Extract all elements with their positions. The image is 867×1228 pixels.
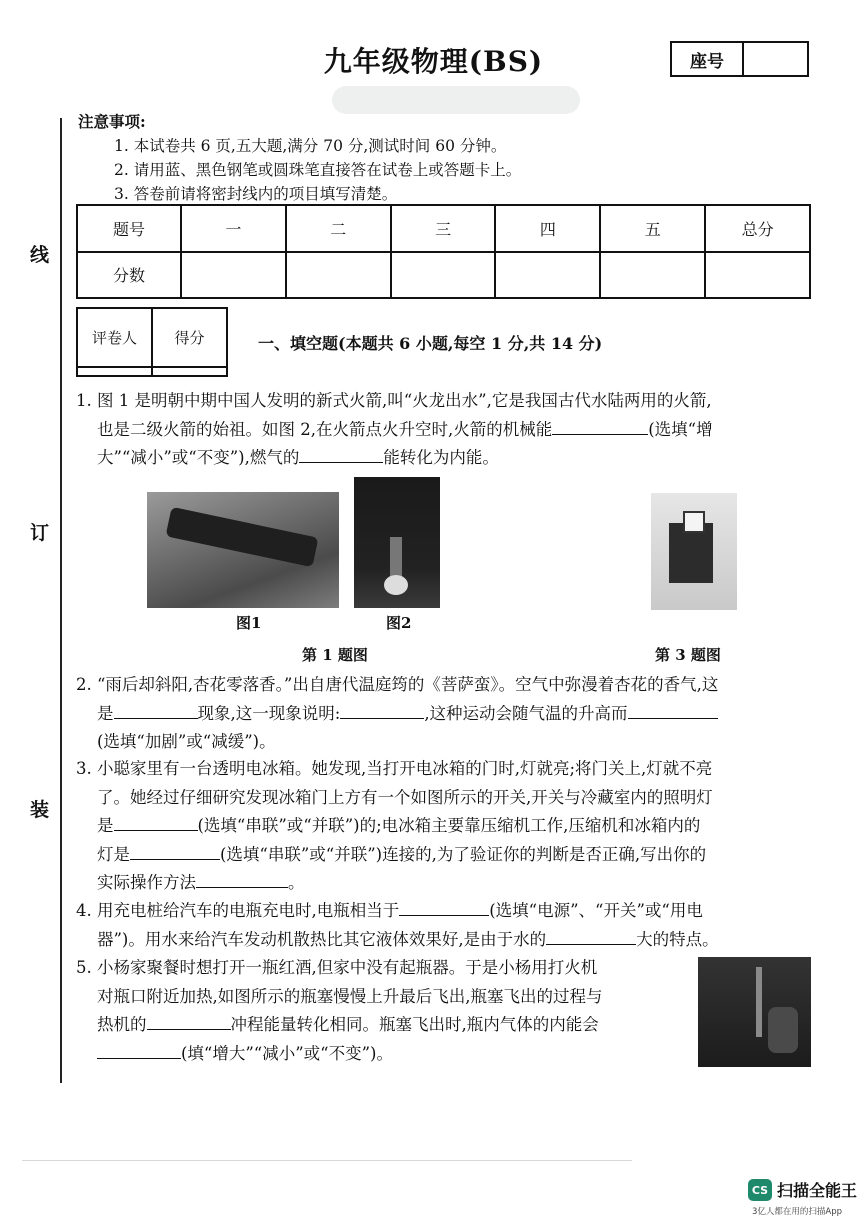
score-table-cell: 题号 — [77, 205, 181, 252]
score-table-cell: 一 — [181, 205, 286, 252]
notes-item: 2. 请用蓝、黑色钢笔或圆珠笔直接答在试卷上或答题卡上。 — [114, 161, 522, 179]
question-3-figure-caption: 第 3 题图 — [655, 646, 721, 664]
binding-line — [60, 118, 62, 1083]
score-input-cell[interactable] — [705, 252, 810, 299]
question-text: 。 — [288, 873, 305, 892]
points-input-cell[interactable] — [152, 367, 227, 376]
question-text: 实际操作方法 — [97, 873, 196, 892]
question-text: 4. 用充电桩给汽车的电瓶充电时,电瓶相当于 — [76, 901, 400, 920]
question-text: 现象,这一现象说明: — [197, 703, 341, 723]
question-text: 冲程能量转化相同。瓶塞飞出时,瓶内气体的内能会 — [230, 1015, 599, 1034]
question-text: 大的特点。 — [636, 929, 719, 949]
notes-item: 3. 答卷前请将密封线内的项目填写清楚。 — [114, 185, 398, 203]
question-text: 器”)。用水来给汽车发动机散热比其它液体效果好,是由于水的 — [97, 929, 547, 949]
notes — [78, 110, 521, 206]
question-1-figure-caption: 第 1 题图 — [302, 646, 368, 664]
figure-1-caption: 图1 — [236, 614, 262, 632]
question-text: 能转化为内能。 — [383, 448, 499, 467]
notes-heading: 注意事项: — [78, 112, 146, 131]
score-table-cell: 三 — [391, 205, 496, 252]
question-text: 对瓶口附近加热,如图所示的瓶塞慢慢上升最后飞出,瓶塞飞出的过程与 — [97, 986, 603, 1006]
seat-number-box — [670, 41, 809, 77]
question-text: (选填“增 — [648, 419, 713, 439]
score-table-cell: 分数 — [77, 252, 181, 299]
answer-blank[interactable] — [97, 1040, 181, 1059]
question-1 — [76, 387, 816, 473]
answer-blank[interactable] — [114, 812, 198, 831]
answer-blank[interactable] — [628, 700, 718, 719]
question-text: (选填“电源”、“开关”或“用电 — [489, 901, 703, 920]
grader-input-cell[interactable] — [77, 367, 152, 376]
question-text: (选填“串联”或“并联”)的;电冰箱主要靠压缩机工作,压缩机和冰箱内的 — [197, 816, 701, 835]
score-table-cell: 总分 — [705, 205, 810, 252]
answer-blank[interactable] — [546, 926, 636, 945]
seat-number-field[interactable] — [744, 43, 807, 75]
question-text: (选填“加剧”或“减缓”)。 — [97, 732, 276, 751]
score-input-cell[interactable] — [181, 252, 286, 299]
score-table — [76, 204, 811, 299]
question-text: (选填“串联”或“并联”)连接的,为了验证你的判断是否正确,写出你的 — [220, 844, 707, 864]
page-title: 九年级物理(BS) — [323, 45, 544, 78]
question-text: ,这种运动会随气温的升高而 — [424, 703, 628, 723]
footer-divider — [22, 1160, 632, 1161]
question-text: 热机的 — [97, 1015, 147, 1034]
answer-blank[interactable] — [399, 897, 489, 916]
answer-blank[interactable] — [299, 444, 383, 463]
answer-blank[interactable] — [340, 700, 424, 719]
figure-1-photo — [147, 492, 339, 608]
binding-char-ding: 订 — [30, 522, 50, 544]
answer-blank[interactable] — [196, 869, 288, 888]
question-text: 是 — [97, 816, 114, 835]
question-text: 灯是 — [97, 844, 130, 864]
score-input-cell[interactable] — [286, 252, 391, 299]
question-text: 了。她经过仔细研究发现冰箱门上方有一个如图所示的开关,开关与冷藏室内的照明灯 — [97, 787, 713, 807]
seat-number-label: 座号 — [672, 43, 744, 75]
score-table-cell: 五 — [600, 205, 705, 252]
question-text: 2. “雨后却斜阳,杏花零落香。”出自唐代温庭筠的《菩萨蛮》。空气中弥漫着杏花的香气,这 — [76, 675, 719, 694]
score-table-cell: 二 — [286, 205, 391, 252]
question-2 — [76, 671, 816, 757]
question-text: 1. 图 1 是明朝中期中国人发明的新式火箭,叫“火龙出水”,它是我国古代水陆两用的火箭, — [76, 391, 712, 410]
figure-3-photo — [651, 493, 737, 610]
question-text: 5. 小杨家聚餐时想打开一瓶红酒,但家中没有起瓶器。于是小杨用打火机 — [76, 958, 598, 977]
figure-2-photo — [354, 477, 440, 608]
answer-blank[interactable] — [147, 1011, 231, 1030]
scanner-tagline: 3亿人都在用的扫描App — [752, 1207, 843, 1217]
section-title: 一、填空题(本题共 6 小题,每空 1 分,共 14 分) — [258, 334, 603, 353]
grader-label: 评卷人 — [77, 308, 152, 367]
question-4 — [76, 897, 816, 954]
answer-blank[interactable] — [552, 416, 648, 435]
question-5-photo — [698, 957, 811, 1067]
score-input-cell[interactable] — [600, 252, 705, 299]
binding-char-xian: 线 — [30, 244, 50, 266]
question-5 — [76, 954, 686, 1068]
binding-char-zhuang: 装 — [30, 799, 50, 821]
points-label: 得分 — [152, 308, 227, 367]
answer-blank[interactable] — [130, 841, 220, 860]
score-input-cell[interactable] — [495, 252, 600, 299]
answer-blank[interactable] — [114, 700, 198, 719]
score-table-header-row — [77, 205, 810, 252]
question-text: 大”“减小”或“不变”),燃气的 — [97, 448, 300, 467]
score-table-score-row — [77, 252, 810, 299]
scanner-app-name: 扫描全能王 — [777, 1181, 858, 1200]
question-text: 是 — [97, 703, 114, 723]
question-text: 也是二级火箭的始祖。如图 2,在火箭点火升空时,火箭的机械能 — [97, 419, 553, 439]
figure-2-caption: 图2 — [386, 614, 412, 632]
question-text: 3. 小聪家里有一台透明电冰箱。她发现,当打开电冰箱的门时,灯就亮;将门关上,灯就不亮 — [76, 759, 713, 778]
score-input-cell[interactable] — [391, 252, 496, 299]
grader-table — [76, 307, 228, 377]
question-text: (填“增大”“减小”或“不变”)。 — [181, 1043, 393, 1063]
notes-item: 1. 本试卷共 6 页,五大题,满分 70 分,测试时间 60 分钟。 — [114, 137, 507, 155]
question-3 — [76, 755, 816, 898]
scanner-logo-icon: CS — [748, 1179, 772, 1201]
score-table-cell: 四 — [495, 205, 600, 252]
